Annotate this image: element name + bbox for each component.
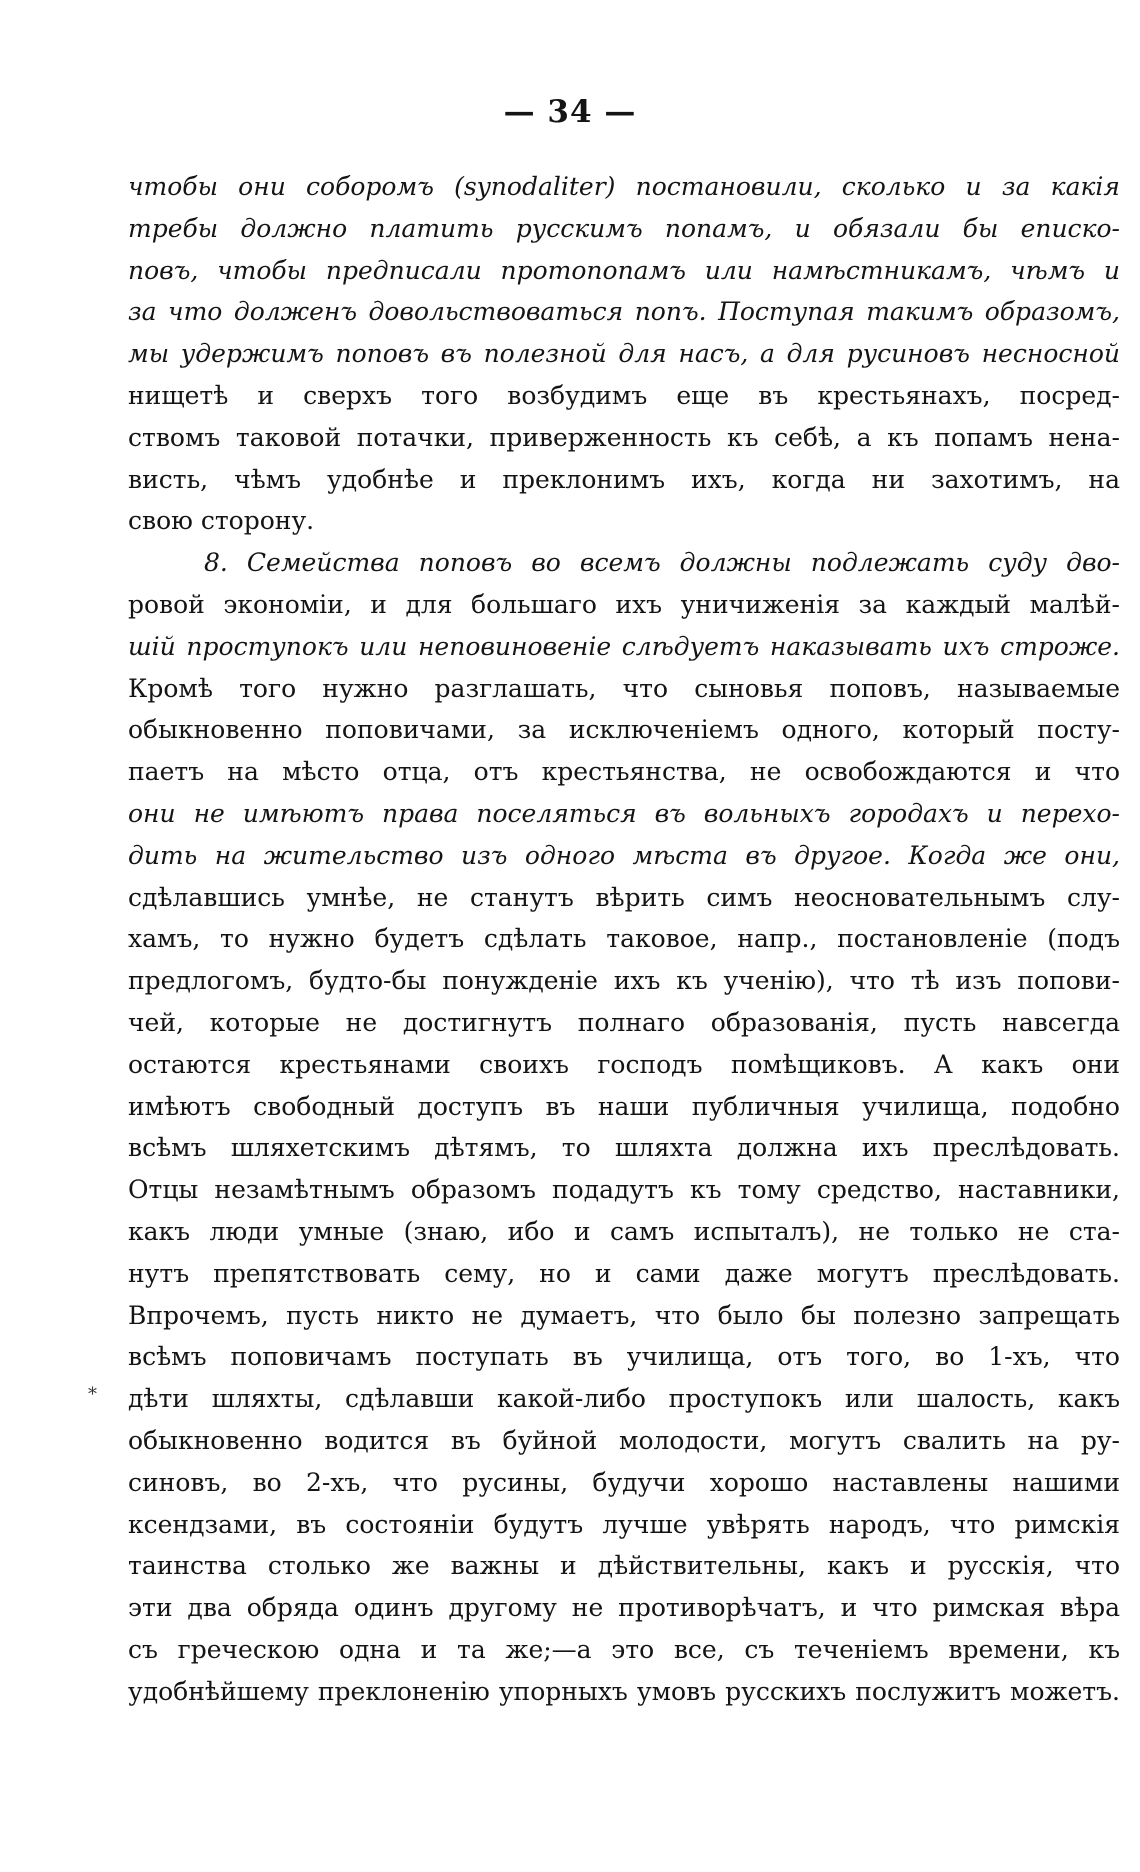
- text-line: таинства столько же важны и дѣйствительны, какъ и русскія, что: [128, 1551, 1120, 1581]
- text-line: остаются крестьянами своихъ господъ помѣщиковъ. А какъ они: [128, 1049, 1120, 1079]
- text-line: сдѣлавшись умнѣе, не станутъ вѣрить симъ неосновательнымъ слу-: [128, 882, 1120, 912]
- text-line: съ греческою одна и та же;—а это все, съ теченіемъ времени, къ: [128, 1634, 1120, 1664]
- text-line: ровой экономіи, и для большаго ихъ уничиженія за каждый малѣй-: [128, 589, 1120, 619]
- text-line: нутъ препятствовать сему, но и сами даже могутъ преслѣдовать.: [128, 1258, 1120, 1288]
- text-line: нищетѣ и сверхъ того возбудимъ еще въ крестьянахъ, посред-: [128, 380, 1120, 410]
- text-line: паетъ на мѣсто отца, отъ крестьянства, не освобождаются и что: [128, 757, 1120, 787]
- text-line: требы должно платить русскимъ попамъ, и обязали бы еписко-: [128, 213, 1120, 243]
- text-line: ствомъ таковой потачки, приверженность къ себѣ, а къ попамъ нена-: [128, 422, 1120, 452]
- text-line: всѣмъ поповичамъ поступать въ училища, отъ того, во 1-хъ, что: [128, 1342, 1120, 1372]
- text-line: за что долженъ довольствоваться попъ. Поступая такимъ образомъ,: [128, 297, 1120, 327]
- text-line: повъ, чтобы предписали протопопамъ или намѣстникамъ, чѣмъ и: [128, 255, 1120, 285]
- text-line: эти два обряда одинъ другому не противорѣчатъ, и что римская вѣра: [128, 1593, 1120, 1623]
- text-line: Отцы незамѣтнымъ образомъ подадутъ къ тому средство, наставники,: [128, 1175, 1120, 1205]
- text-line: хамъ, то нужно будетъ сдѣлать таковое, напр., постановленіе (подъ: [128, 924, 1120, 954]
- text-line: какъ люди умные (знаю, ибо и самъ испыталъ), не только не ста-: [128, 1216, 1120, 1246]
- text-line: Кромѣ того нужно разглашать, что сыновья поповъ, называемые: [128, 673, 1120, 703]
- page-number: — 34 —: [503, 94, 637, 130]
- text-line: предлогомъ, будто-бы понужденіе ихъ къ ученію), что тѣ изъ попови-: [128, 966, 1120, 996]
- text-line: дить на жительство изъ одного мѣста въ другое. Когда же они,: [128, 840, 1120, 870]
- text-line: чтобы они соборомъ (synodaliter) постановили, сколько и за какія: [128, 172, 1120, 201]
- text-line: 8. Семейства поповъ во всемъ должны подлежать суду дво-: [204, 548, 1120, 578]
- text-line: шій проступокъ или неповиновеніе слѣдуетъ наказывать ихъ строже.: [128, 631, 1120, 661]
- text-line: висть, чѣмъ удобнѣе и преклонимъ ихъ, когда ни захотимъ, на: [128, 464, 1120, 494]
- text-line: удобнѣйшему преклоненію упорныхъ умовъ русскихъ послужитъ можетъ.: [128, 1676, 1120, 1706]
- text-line: имѣютъ свободный доступъ въ наши публичныя училища, подобно: [128, 1091, 1120, 1121]
- text-line: ксендзами, въ состояніи будутъ лучше увѣрять народъ, что римскія: [128, 1509, 1120, 1539]
- text-line: они не имѣютъ права поселяться въ вольныхъ городахъ и перехо-: [128, 798, 1120, 828]
- text-line: мы удержимъ поповъ въ полезной для насъ, а для русиновъ несносной: [128, 339, 1120, 369]
- text-line: чей, которые не достигнутъ полнаго образованія, пусть навсегда: [128, 1007, 1120, 1037]
- text-line: всѣмъ шляхетскимъ дѣтямъ, то шляхта должна ихъ преслѣдовать.: [128, 1133, 1120, 1163]
- text-line: свою сторону.: [128, 506, 315, 536]
- text-line: Впрочемъ, пусть никто не думаетъ, что было бы полезно запрещать: [128, 1300, 1120, 1330]
- text-line: синовъ, во 2-хъ, что русины, будучи хорошо наставлены нашими: [128, 1467, 1120, 1497]
- text-line: обыкновенно водится въ буйной молодости, могутъ свалить на ру-: [128, 1425, 1120, 1455]
- text-line: обыкновенно поповичами, за исключеніемъ одного, который посту-: [128, 715, 1120, 745]
- body-text: [128, 166, 1120, 1712]
- margin-mark: *: [88, 1384, 97, 1405]
- text-line: дѣти шляхты, сдѣлавши какой-либо проступокъ или шалость, какъ: [128, 1384, 1120, 1414]
